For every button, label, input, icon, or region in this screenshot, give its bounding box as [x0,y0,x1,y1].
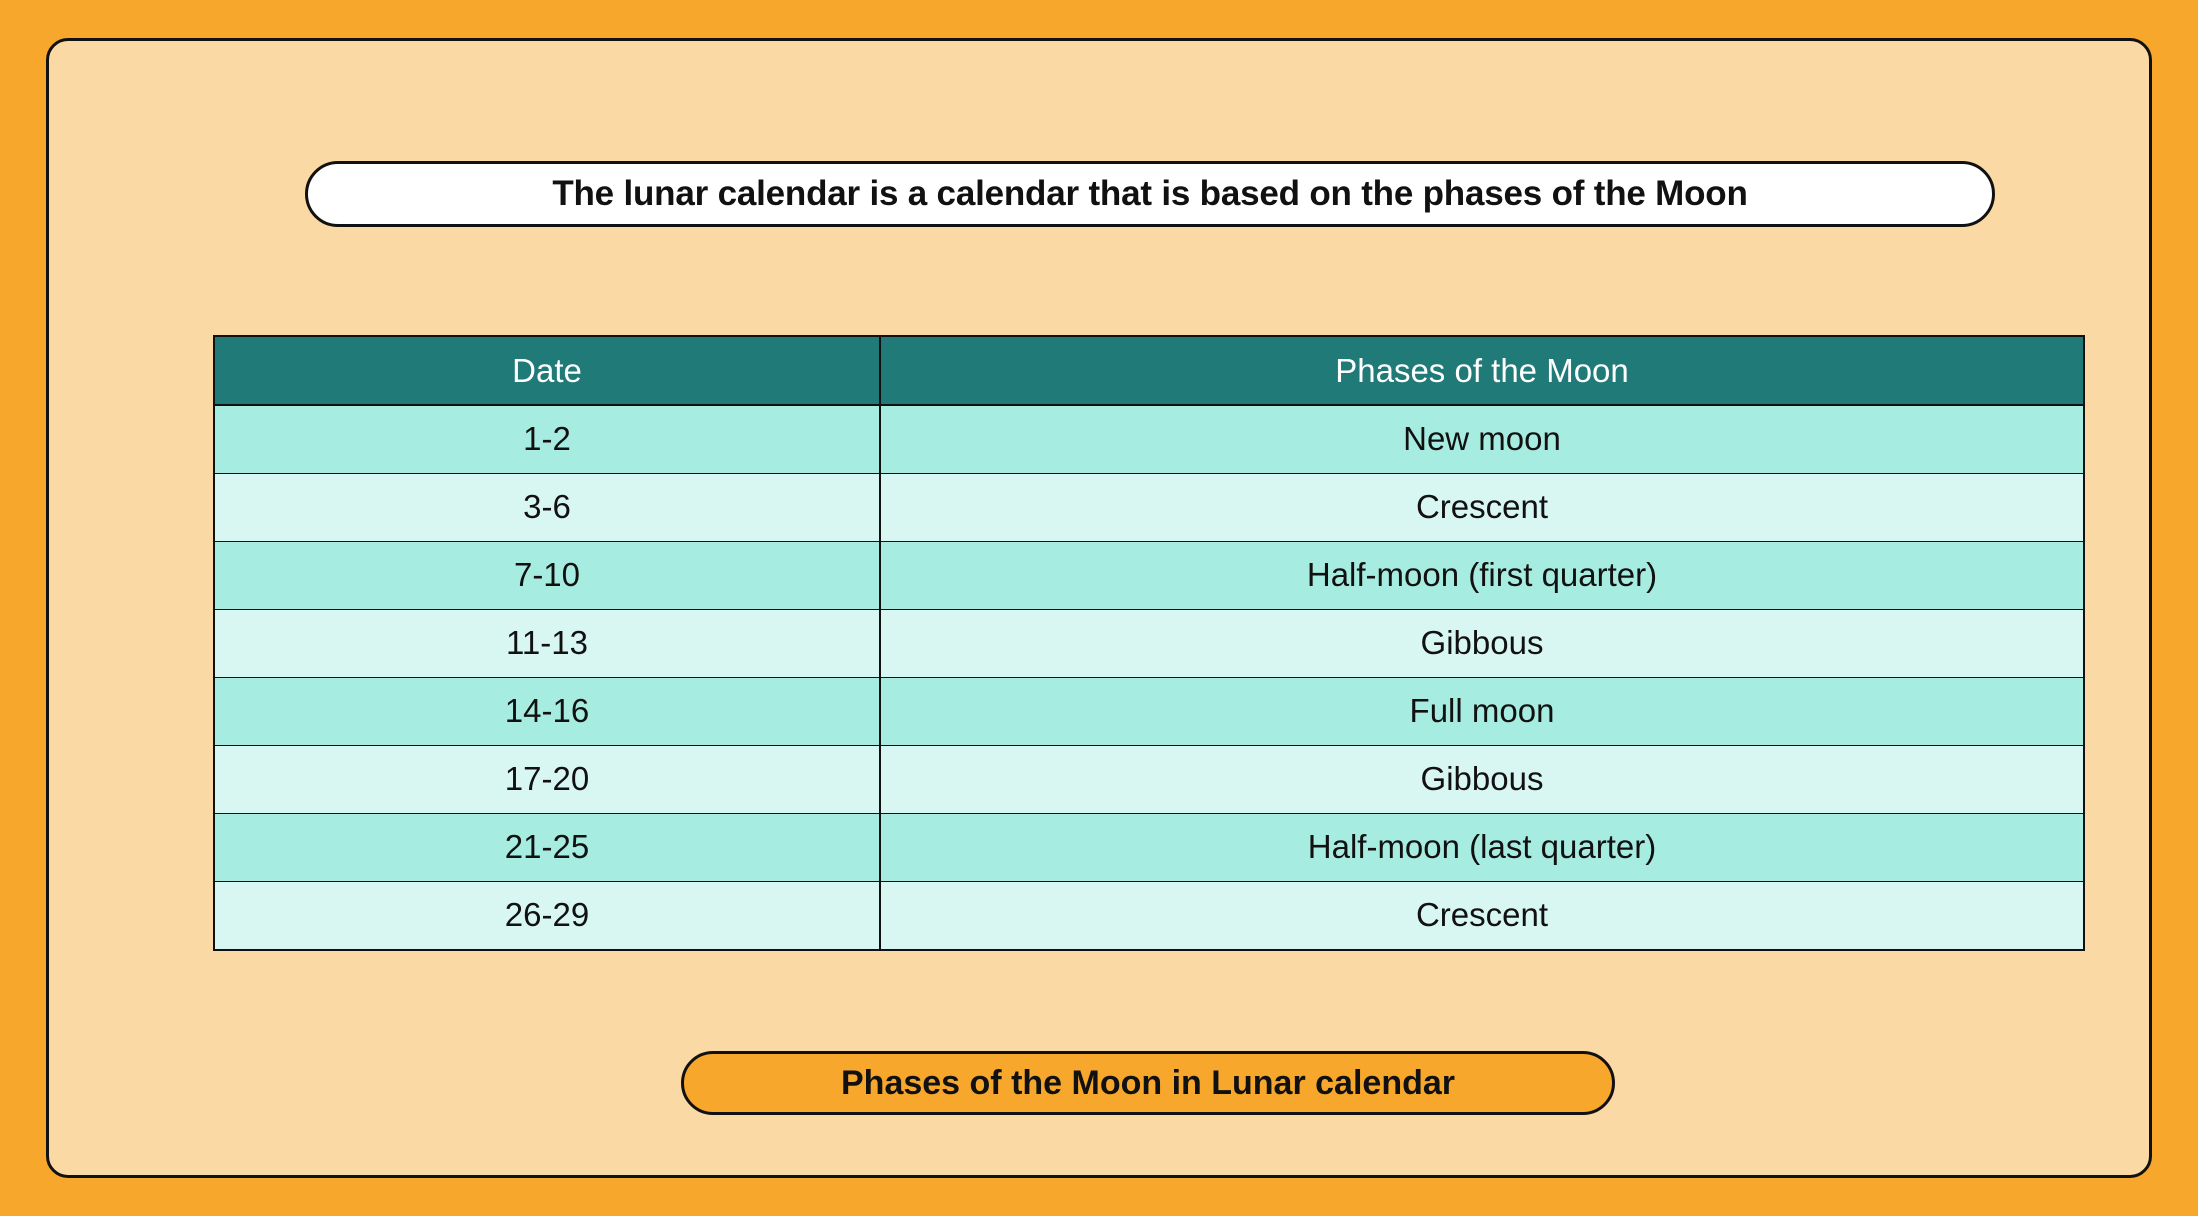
cell-date: 14-16 [215,677,880,745]
cell-date: 7-10 [215,541,880,609]
table-row [215,473,2083,541]
table-row [215,813,2083,881]
cell-date: 21-25 [215,813,880,881]
table-row [215,609,2083,677]
table-row [215,405,2083,473]
cell-date: 17-20 [215,745,880,813]
moon-phases-table [215,337,2083,949]
content-card [46,38,2152,1178]
cell-phase: New moon [880,405,2083,473]
cell-date: 11-13 [215,609,880,677]
page-title: The lunar calendar is a calendar that is based on the phases of the Moon [552,174,1748,213]
cell-phase: Crescent [880,881,2083,949]
cell-phase: Half-moon (first quarter) [880,541,2083,609]
table-row [215,541,2083,609]
cell-phase: Half-moon (last quarter) [880,813,2083,881]
table-row [215,745,2083,813]
table-row [215,881,2083,949]
cell-phase: Full moon [880,677,2083,745]
cell-phase: Gibbous [880,609,2083,677]
table-row [215,677,2083,745]
moon-phases-table-container [213,335,2085,951]
caption-text: Phases of the Moon in Lunar calendar [841,1063,1455,1102]
table-header-row [215,337,2083,405]
cell-phase: Crescent [880,473,2083,541]
cell-date: 1-2 [215,405,880,473]
cell-phase: Gibbous [880,745,2083,813]
caption-banner [681,1051,1615,1115]
column-header-phase: Phases of the Moon [880,337,2083,405]
title-banner [305,161,1995,227]
column-header-date: Date [215,337,880,405]
cell-date: 3-6 [215,473,880,541]
cell-date: 26-29 [215,881,880,949]
